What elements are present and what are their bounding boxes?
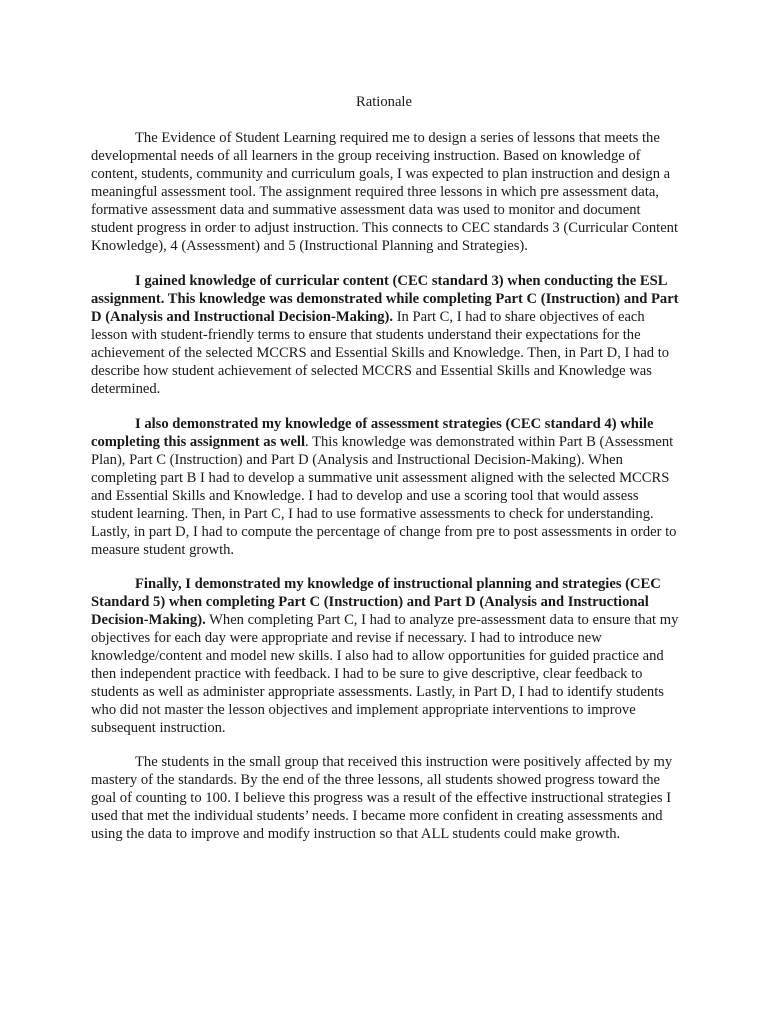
paragraph-cec-standard-4 bbox=[91, 415, 679, 559]
paragraph-body: The students in the small group that received this instruction were positively affected by my mastery of the standards. By the end of the three lessons, all students showed progress toward the goal of counting to 100. I believe this progress was a result of the effective instructional strategies I used that met the individual students’ needs. I became more confident in creating assessments and using the data to improve and modify instruction so that ALL students could make growth. bbox=[91, 754, 673, 842]
paragraph-overview bbox=[91, 129, 679, 255]
paragraph-lead-bold: I gained knowledge of curricular content (CEC standard 3) when conducting the ESL assignment. This knowledge was demonstrated while completing Part C (Instruction) and Part D (Analysis and Instructional Decision-Making). bbox=[91, 273, 679, 325]
paragraph-body: The Evidence of Student Learning required me to design a series of lessons that meets the developmental needs of all learners in the group receiving instruction. Based on knowledge of content, students, community and curriculum goals, I was expected to plan instruction and design a meaningful assessment tool. The assignment required three lessons in which pre assessment data, formative assessment data and summative assessment data was used to monitor and document student progress in order to adjust instruction. This connects to CEC standards 3 (Curricular Content Knowledge), 4 (Assessment) and 5 (Instructional Planning and Strategies). bbox=[91, 130, 679, 254]
document-title: Rationale bbox=[356, 94, 412, 110]
paragraph-lead-bold: Finally, I demonstrated my knowledge of instructional planning and strategies (CEC Standard 5) when completing Part C (Instruction) and Part D (Analysis and Instructional Decision-Making). bbox=[91, 576, 661, 628]
paragraph-body: In Part C, I had to share objectives of each lesson with student-friendly terms to ensure that students understand their expectations for the achievement of the selected MCCRS and Essential Skills and Knowledge. Then, in Part D, I had to describe how student achievement of selected MCCRS and Essential Skills and Knowledge was determined. bbox=[91, 309, 670, 397]
paragraph-body: . This knowledge was demonstrated within Part B (Assessment Plan), Part C (Instruction) and Part D (Analysis and Instructional Decision-Making). When completing part B I had to develop a summative unit assessment aligned with the selected MCCRS and Essential Skills and Knowledge. I had to develop and use a scoring tool that would assess student learning. Then, in Part C, I had to use formative assessments to check for understanding. Lastly, in part D, I had to compute the percentage of change from pre to post assessments in order to measure student growth. bbox=[91, 434, 677, 558]
paragraph-cec-standard-3 bbox=[91, 272, 679, 398]
paragraph-lead-bold: I also demonstrated my knowledge of assessment strategies (CEC standard 4) while completing this assignment as well bbox=[91, 416, 654, 450]
paragraph-cec-standard-5 bbox=[91, 575, 679, 737]
paragraph-body: When completing Part C, I had to analyze pre-assessment data to ensure that my objectives for each day were appropriate and revise if necessary. I had to introduce new knowledge/content and model new skills. I also had to allow opportunities for guided practice and then independent practice with feedback. I had to be sure to give descriptive, clear feedback to students as well as administer appropriate assessments. Lastly, in Part D, I had to identify students who did not master the lesson objectives and implement appropriate interventions to improve subsequent instruction. bbox=[91, 612, 679, 736]
paragraph-conclusion bbox=[91, 753, 679, 843]
